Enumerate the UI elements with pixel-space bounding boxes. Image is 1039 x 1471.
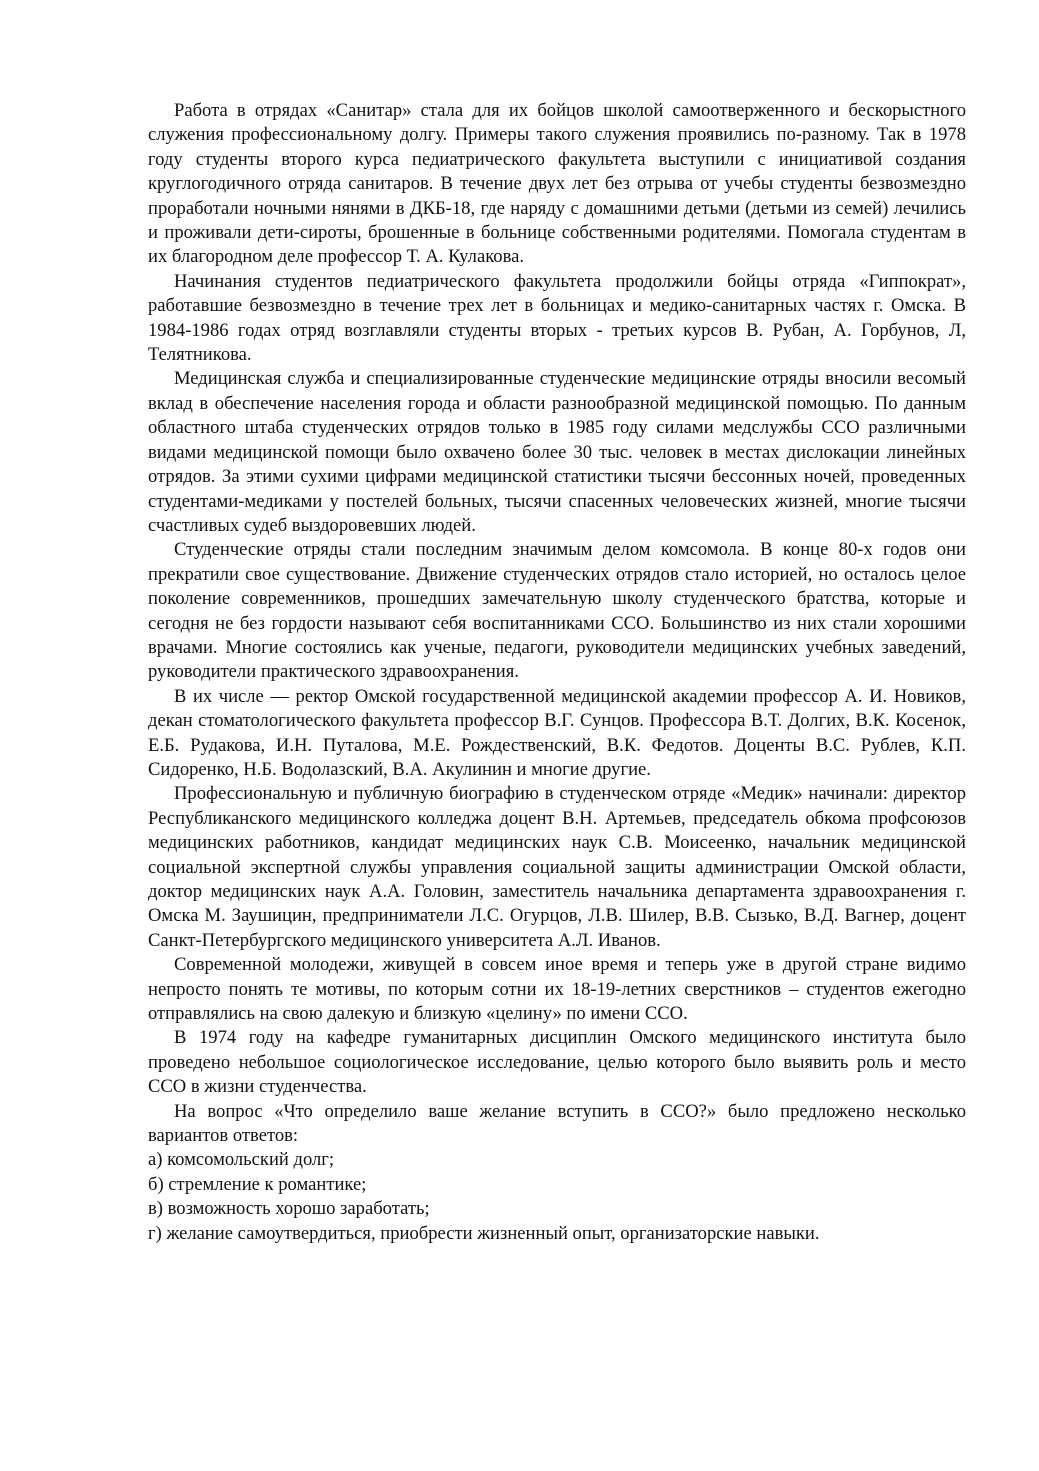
paragraph-survey-question: На вопрос «Что определило ваше желание вступить в ССО?» было предложено несколько вариантов ответов: <box>148 1100 966 1147</box>
paragraph-notable-people: В их числе — ректор Омской государственной медицинской академии профессор А. И. Новиков, декан стоматологического факультета профессор В.Г. Сунцов. Профессора В.Т. Долгих, В.К. Косенок, Е.Б. Рудакова, И.Н. Путалова, М.Е. Рождественский, В.К. Федотов. Доценты В.С. Рублев, К.П. Сидоренко, Н.Б. Водолазский, В.А. Акулинин и многие другие. <box>148 685 966 780</box>
paragraph-student-detachments: Студенческие отряды стали последним значимым делом комсомола. В конце 80-х годов они прекратили свое существование. Движение студенческих отрядов стало историей, но осталось целое поколение современников, прошедших замечательную школу студенческого братства, которые и сегодня не без гордости называют себя воспитанниками ССО. Большинство из них стали хорошими врачами. Многие состоялись как ученые, педагоги, руководители медицинских учебных заведений, руководители практического здравоохранения. <box>148 539 966 683</box>
paragraph-medical-service: Медицинская служба и специализированные студенческие медицинские отряды вносили весомый вклад в обеспечение населения города и области разнообразной медицинской помощью. По данным областного штаба студенческих отрядов только в 1985 году силами медслужбы ССО различными видами медицинской помощи было охвачено более 30 тыс. человек в местах дислокации линейных отрядов. За этими сухими цифрами медицинской статистики тысячи бессонных ночей, проведенных студентами-медиками у постелей больных, тысячи спасенных человеческих жизней, многие тысячи счастливых судеб выздоровевших людей. <box>148 368 966 536</box>
answer-option: г) желание самоутвердиться, приобрести жизненный опыт, организаторские навыки. <box>148 1222 820 1244</box>
answer-option: в) возможность хорошо заработать; <box>148 1198 430 1220</box>
answer-option: а) комсомольский долг; <box>148 1149 335 1171</box>
answer-option: б) стремление к романтике; <box>148 1173 367 1195</box>
paragraph-medik-biographies: Профессиональную и публичную биографию в студенческом отряде «Медик» начинали: директор Республиканского медицинского колледжа доцент В.Н. Артемьев, председатель обкома профсоюзов медицинских работников, кандидат медицинских наук С.В. Моисеенко, начальник медицинской социальной экспертной службы управления социальной защиты администрации Омской области, доктор медицинских наук А.А. Головин, заместитель начальника департамента здравоохранения г. Омска М. Заушицин, предприниматели Л.С. Огурцов, Л.В. Шилер, В.В. Сызько, В.Д. Вагнер, доцент Санкт-Петербургского медицинского университета А.Л. Иванов. <box>148 783 966 951</box>
paragraph-sanitar: Работа в отрядах «Санитар» стала для их бойцов школой самоотверженного и бескорыстного служения профессиональному долгу. Примеры такого служения проявились по-разному. Так в 1978 году студенты второго курса педиатрического факультета выступили с инициативой создания круглогодичного отряда санитаров. В течение двух лет без отрыва от учебы студенты безвозмездно проработали ночными нянями в ДКБ-18, где наряду с домашними детьми (детьми из семей) лечились и проживали дети-сироты, брошенные в больнице собственными родителями. Помогала студентам в их благородном деле профессор Т. А. Кулакова. <box>148 100 966 268</box>
paragraph-gippokrat: Начинания студентов педиатрического факультета продолжили бойцы отряда «Гиппократ», работавшие безвозмездно в течение трех лет в больницах и медико-санитарных частях г. Омска. В 1984-1986 годах отряд возглавляли студенты вторых - третьих курсов В. Рубан, А. Горбунов, Л, Телятникова. <box>148 270 966 366</box>
answer-options-list <box>148 1148 966 1246</box>
paragraph-modern-youth: Современной молодежи, живущей в совсем иное время и теперь уже в другой стране видимо непросто понять те мотивы, по которым сотни их 18-19-летних сверстников – студентов ежегодно отправлялись на свою далекую и близкую «целину» по имени ССО. <box>148 954 966 1025</box>
paragraph-1974-research: В 1974 году на кафедре гуманитарных дисциплин Омского медицинского института было проведено небольшое социологическое исследование, целью которого было выявить роль и место ССО в жизни студенчества. <box>148 1027 966 1098</box>
document-page <box>148 99 966 1246</box>
